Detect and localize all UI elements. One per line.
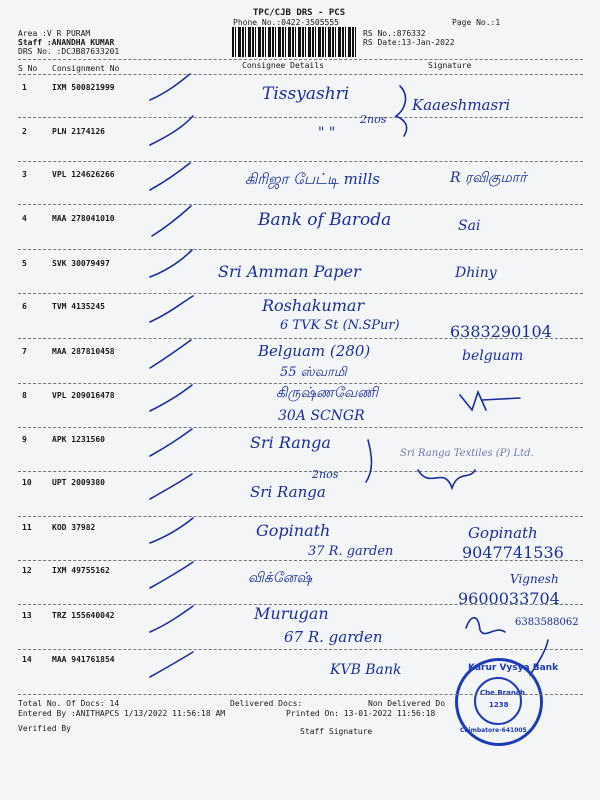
consignee-handwriting: Roshakumar (262, 296, 365, 315)
tick-mark (150, 652, 193, 677)
tick-mark (150, 606, 193, 632)
row-sno: 9 (22, 435, 27, 444)
consignee-handwriting: Sri Ranga (250, 483, 326, 501)
row-sno: 4 (22, 214, 27, 223)
row-consignment: PLN 2174126 (52, 127, 105, 136)
col-signature: Signature (428, 61, 472, 70)
tick-mark (150, 116, 193, 145)
row-sno: 12 (22, 566, 32, 575)
consignee-address: 6 TVK St (N.SPur) (280, 318, 400, 333)
signature-phone: 9047741536 (462, 543, 564, 562)
signature-scribble (466, 618, 505, 634)
signature-handwriting: Vignesh (510, 572, 559, 586)
signature-handwriting: R ரவிகுமார் (450, 170, 527, 186)
tick-mark (150, 74, 190, 100)
col-sno: S No (18, 64, 38, 73)
handwritten-note: 2nos (312, 468, 339, 481)
signature-handwriting: Gopinath (468, 524, 538, 542)
row-sno: 3 (22, 170, 27, 179)
printed-on: Printed On: 13-01-2022 11:56:18 (286, 709, 436, 718)
staff: Staff :ANANDHA KUMAR (18, 38, 115, 47)
row-sno: 8 (22, 391, 27, 400)
row-sno: 7 (22, 347, 27, 356)
tick-mark (152, 206, 191, 236)
verified-by: Verified By (18, 724, 71, 733)
footer-rule (18, 694, 583, 695)
row-consignment: IXM 49755162 (52, 566, 110, 575)
signature-handwriting: Sai (458, 218, 481, 234)
phone-number: Phone No.:0422-3505555 (233, 18, 339, 27)
delivered-docs: Delivered Docs: (230, 699, 303, 708)
consignee-handwriting: கிரிஜா பேட்டி mills (245, 170, 380, 188)
non-delivered-docs: Non Delivered Do (368, 699, 446, 708)
row-sno: 6 (22, 302, 27, 311)
brace-mark (366, 440, 372, 482)
consignee-address: 55 ஸ்வாமி (280, 365, 347, 380)
signature-scribble (460, 392, 520, 410)
consignee-handwriting: Tissyashri (262, 84, 350, 104)
brace-mark (396, 86, 407, 136)
handwritten-note: 2nos (360, 113, 387, 126)
entered-by: Entered By :ANITHAPCS 1/13/2022 11:56:18 AM (18, 709, 226, 718)
consignee-address: 30A SCNGR (278, 408, 365, 424)
tick-mark (150, 429, 192, 456)
signature-handwriting: Dhiny (455, 265, 497, 281)
staff-signature-label: Staff Signature (300, 727, 373, 736)
tick-mark (150, 518, 193, 543)
consignee-handwriting: கிருஷ்ணவேணி (276, 385, 379, 401)
consignee-handwriting: " " (318, 125, 336, 141)
row-consignment: VPL 124626266 (52, 170, 115, 179)
row-consignment: KOD 37982 (52, 523, 96, 532)
row-sno: 5 (22, 259, 27, 268)
consignee-handwriting: Sri Amman Paper (218, 262, 361, 281)
signature-phone: 6383588062 (515, 617, 579, 628)
signature-handwriting: Kaaeshmasri (412, 96, 511, 114)
total-docs: Total No. Of Docs: 14 (18, 699, 120, 708)
row-sno: 14 (22, 655, 32, 664)
tick-mark (150, 163, 190, 190)
area: Area :V R PURAM (18, 29, 91, 38)
row-sno: 2 (22, 127, 27, 136)
row-consignment: VPL 209016478 (52, 391, 115, 400)
col-consignment: Consignment No (52, 64, 120, 73)
company-stamp: Sri Ranga Textiles (P) Ltd. (400, 448, 534, 459)
row-sno: 10 (22, 478, 32, 487)
rs-date: RS Date:13-Jan-2022 (363, 38, 455, 47)
row-consignment: IXM 500821999 (52, 83, 115, 92)
row-consignment: TVM 4135245 (52, 302, 105, 311)
tick-mark (150, 250, 192, 277)
consignee-handwriting: KVB Bank (330, 662, 402, 678)
tick-mark (150, 385, 192, 411)
row-consignment: TRZ 155640042 (52, 611, 115, 620)
consignee-handwriting: Bank of Baroda (258, 210, 392, 230)
tick-mark (150, 474, 192, 499)
row-consignment: MAA 287810458 (52, 347, 115, 356)
consignee-handwriting: Sri Ranga (250, 433, 331, 452)
row-consignment: SVK 30079497 (52, 259, 110, 268)
col-consignee: Consignee Details (242, 61, 324, 70)
consignee-address: 37 R. garden (308, 544, 394, 559)
consignee-handwriting: விக்னேஷ் (248, 570, 313, 586)
tick-mark (150, 340, 191, 368)
consignee-address: 67 R. garden (284, 628, 383, 646)
doc-title: TPC/CJB DRS - PCS (253, 8, 346, 18)
row-sno: 11 (22, 523, 32, 532)
row-consignment: APK 1231560 (52, 435, 105, 444)
page-number: Page No.:1 (452, 18, 501, 27)
tick-mark (150, 296, 193, 322)
signature-phone: 6383290104 (450, 322, 552, 341)
consignee-handwriting: Belguam (280) (258, 342, 371, 360)
consignee-handwriting: Murugan (254, 604, 329, 623)
row-sno: 1 (22, 83, 27, 92)
row-sno: 13 (22, 611, 32, 620)
row-consignment: MAA 278041010 (52, 214, 115, 223)
row-consignment: UPT 2009380 (52, 478, 105, 487)
tick-mark (150, 562, 193, 588)
drs-number: DRS No. :DCJB87633201 (18, 47, 120, 56)
bank-stamp: Karur Vysya Bank Cbe Branch 1238 Coimbatore-641005 (455, 658, 543, 746)
rs-number: RS No.:876332 (363, 29, 426, 38)
row-consignment: MAA 941761854 (52, 655, 115, 664)
signature-phone: 9600033704 (458, 589, 560, 608)
consignee-handwriting: Gopinath (256, 521, 331, 540)
signature-handwriting: belguam (462, 348, 524, 364)
signature-scribble (418, 470, 475, 488)
